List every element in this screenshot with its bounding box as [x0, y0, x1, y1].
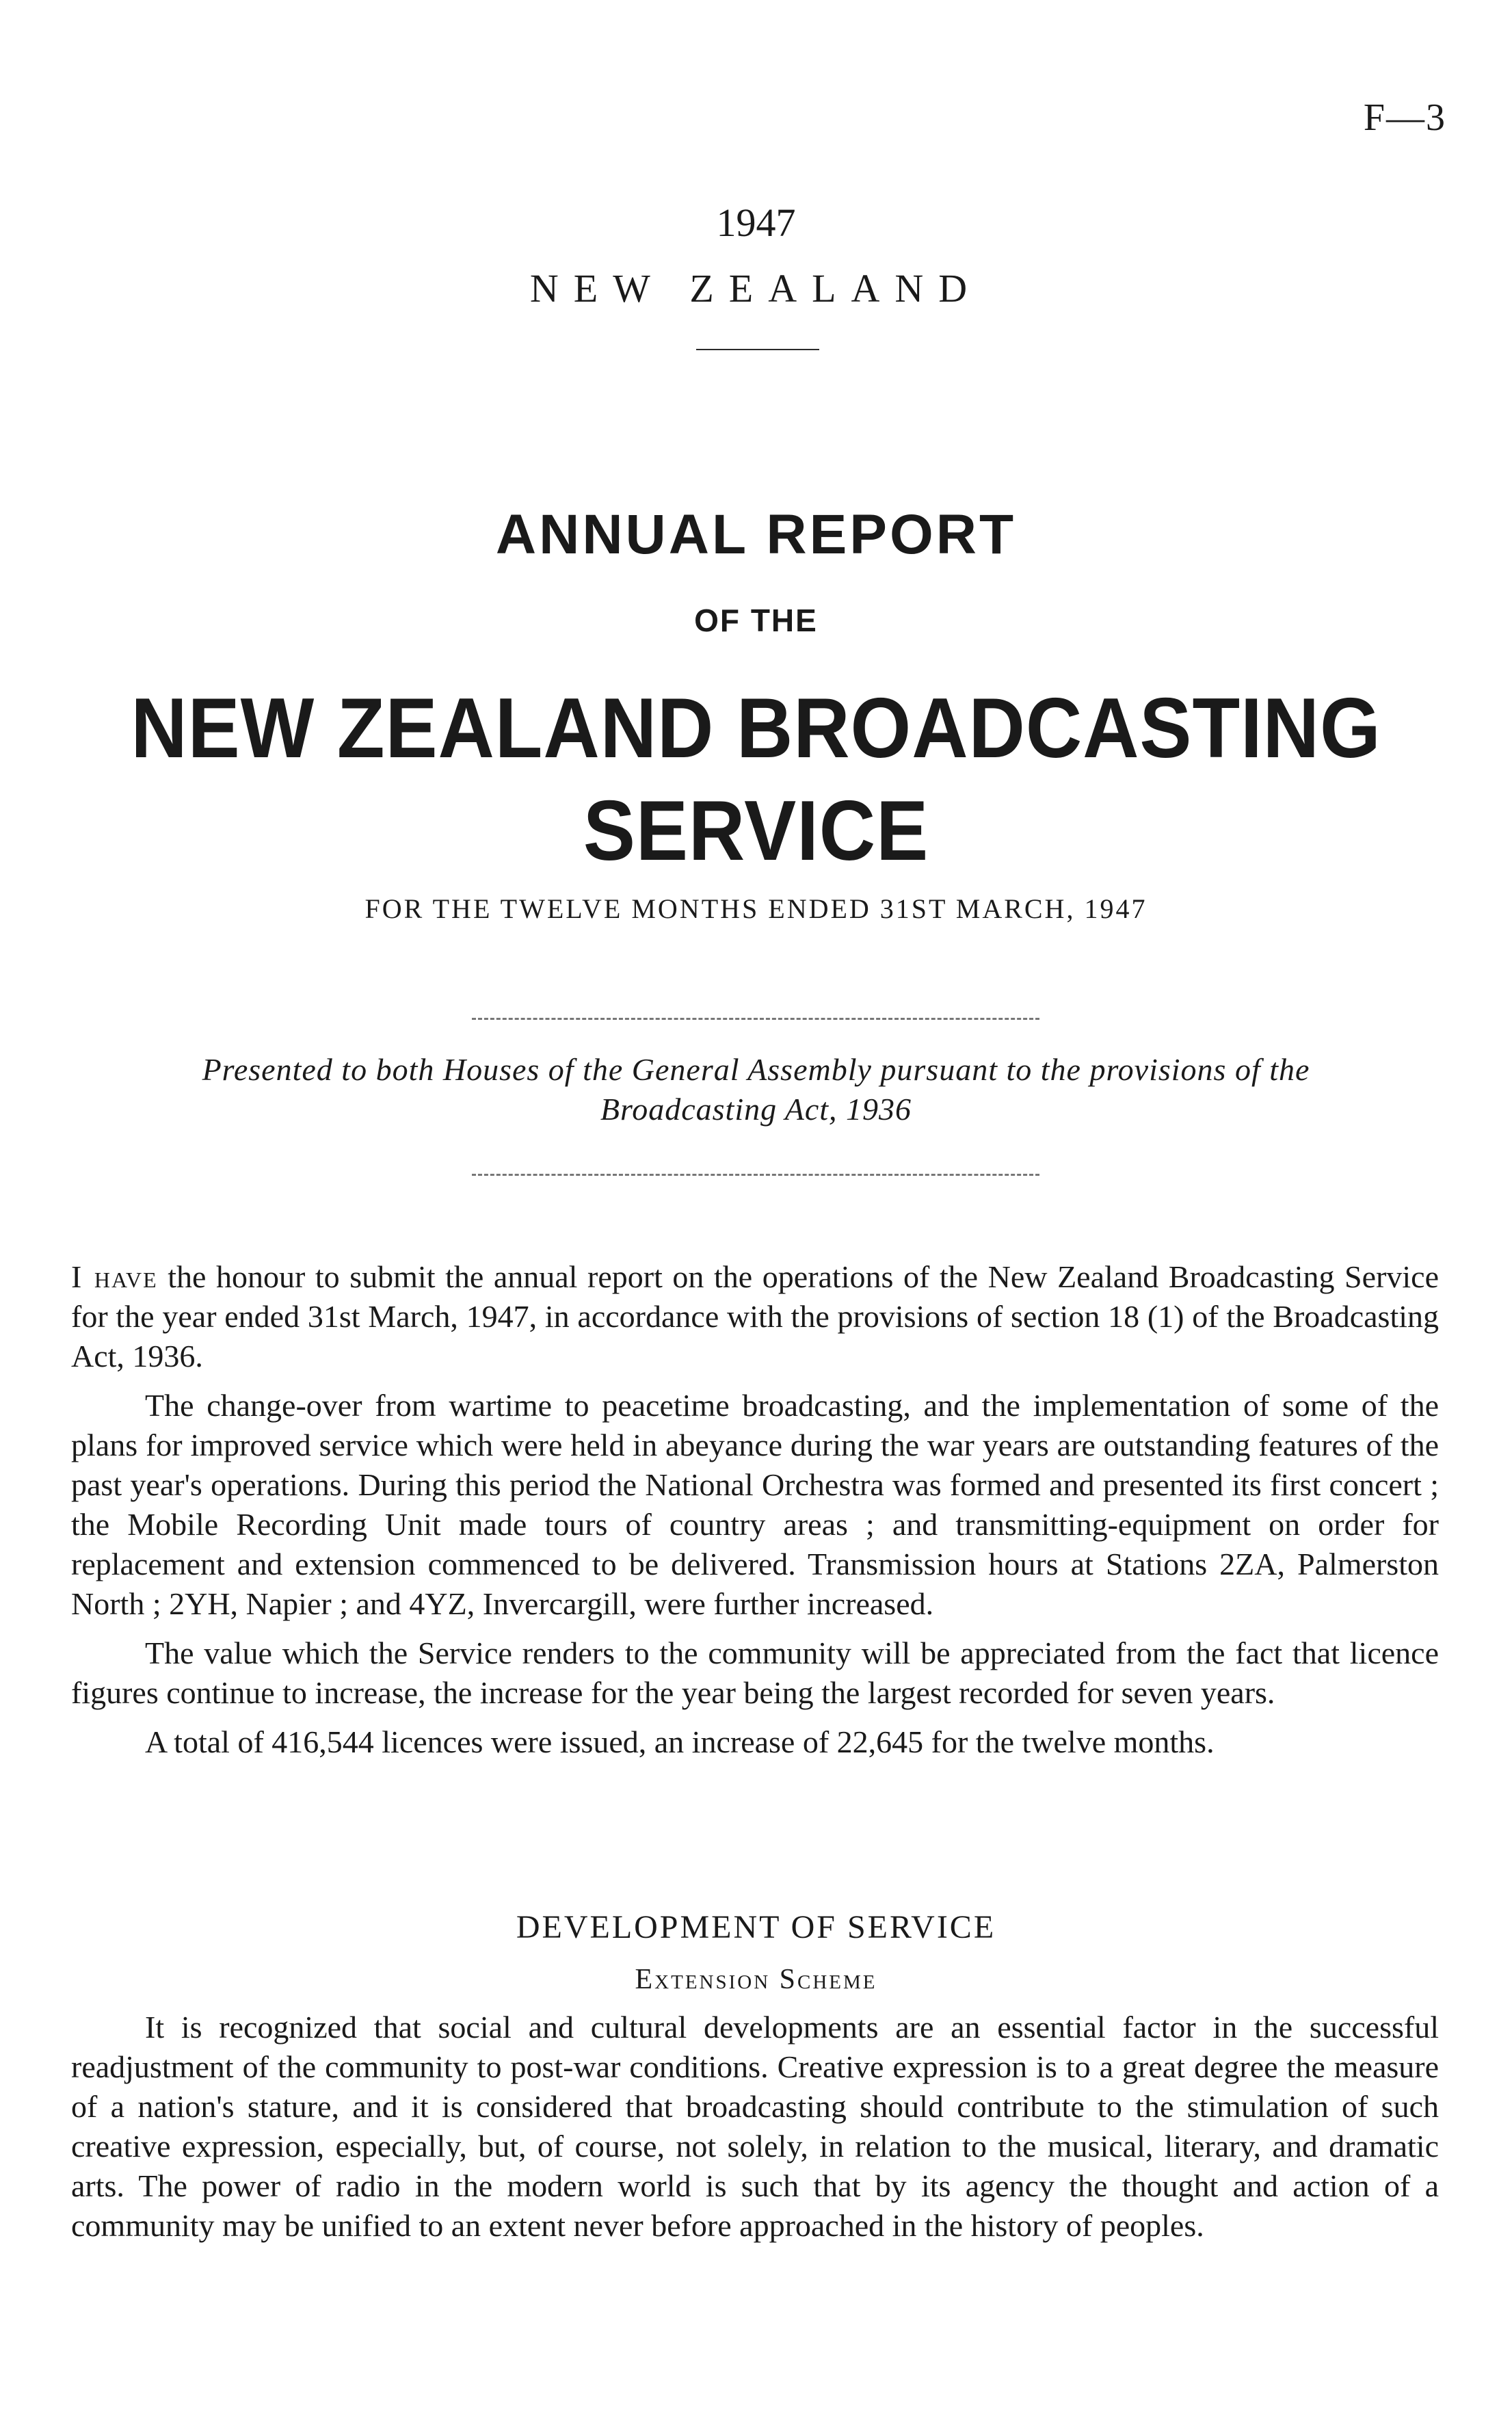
presented-line-2: Broadcasting Act, 1936	[600, 1092, 912, 1127]
title-of-the: OF THE	[694, 603, 818, 638]
title-line-service: SERVICE	[583, 784, 929, 878]
intro-section	[71, 1257, 1439, 1772]
paragraph-extension-scheme: It is recognized that social and cultural developments are an essential factor in the successful readjustment of the community to post-war conditions. Creative expression is to a great degree the measure of a nation's stature, and it is considered that broadcasting should contribute to the stimulation of such creative expression, especially, but, of course, not solely, in relation to the musical, literary, and dramatic arts. The power of radio in the modern world is such that by its agency the thought and action of a community may be unified to an extent never before approached in the history of peoples.	[71, 2010, 1439, 2243]
presented-line-1: Presented to both Houses of the General Assembly pursuant to the provisions of the	[202, 1052, 1310, 1087]
report-year: 1947	[716, 200, 796, 245]
report-period-subtitle: FOR THE TWELVE MONTHS ENDED 31ST MARCH, 1947	[364, 893, 1148, 924]
title-line-organisation: NEW ZEALAND BROADCASTING	[131, 681, 1381, 776]
intro-paragraph	[71, 1257, 1439, 1376]
title-annual-report: ANNUAL REPORT	[495, 503, 1017, 566]
paragraph-licence-value: The value which the Service renders to the community will be appreciated from the fact that licence figures continue to increase, the increase for the year being the largest recorded for seven years.	[71, 1635, 1439, 1710]
section-heading-development: DEVELOPMENT OF SERVICE	[516, 1909, 996, 1945]
paragraph-licence-total: A total of 416,544 licences were issued, an increase of 22,645 for the twelve months.	[145, 1724, 1215, 1759]
divider-rule-dashed	[472, 1174, 1039, 1176]
presented-note	[103, 1050, 1409, 1129]
development-section	[71, 2008, 1439, 2255]
divider-rule-dashed	[472, 1018, 1039, 1020]
page-number: F—3	[1363, 96, 1446, 139]
page-title	[60, 677, 1451, 882]
country-heading: NEW ZEALAND	[529, 266, 983, 311]
subheading-extension-scheme: Extension Scheme	[635, 1964, 877, 1995]
paragraph-changeover: The change-over from wartime to peacetime broadcasting, and the implementation of some of the plans for improved service which were held in abeyance during the war years are outstanding features of the past year's operations. During this period the National Orchestra was formed and presented its first concert ; the Mobile Recording Unit made tours of country areas ; and transmitting-equipment on order for replacement and extension commenced to be delivered. Transmission hours at Stations 2ZA, Palmerston North ; 2YH, Napier ; and 4YZ, Invercargill, were further increased.	[71, 1388, 1439, 1621]
divider-rule	[696, 349, 819, 350]
intro-paragraph-text: the honour to submit the annual report on the operations of the New Zealand Broadcasting Service for the year ended 31st March, 1947, in accordance with the provisions of section 18 (1) of the Broadcasting Act, 1936.	[71, 1259, 1439, 1374]
intro-lead-words: I have	[71, 1259, 158, 1294]
